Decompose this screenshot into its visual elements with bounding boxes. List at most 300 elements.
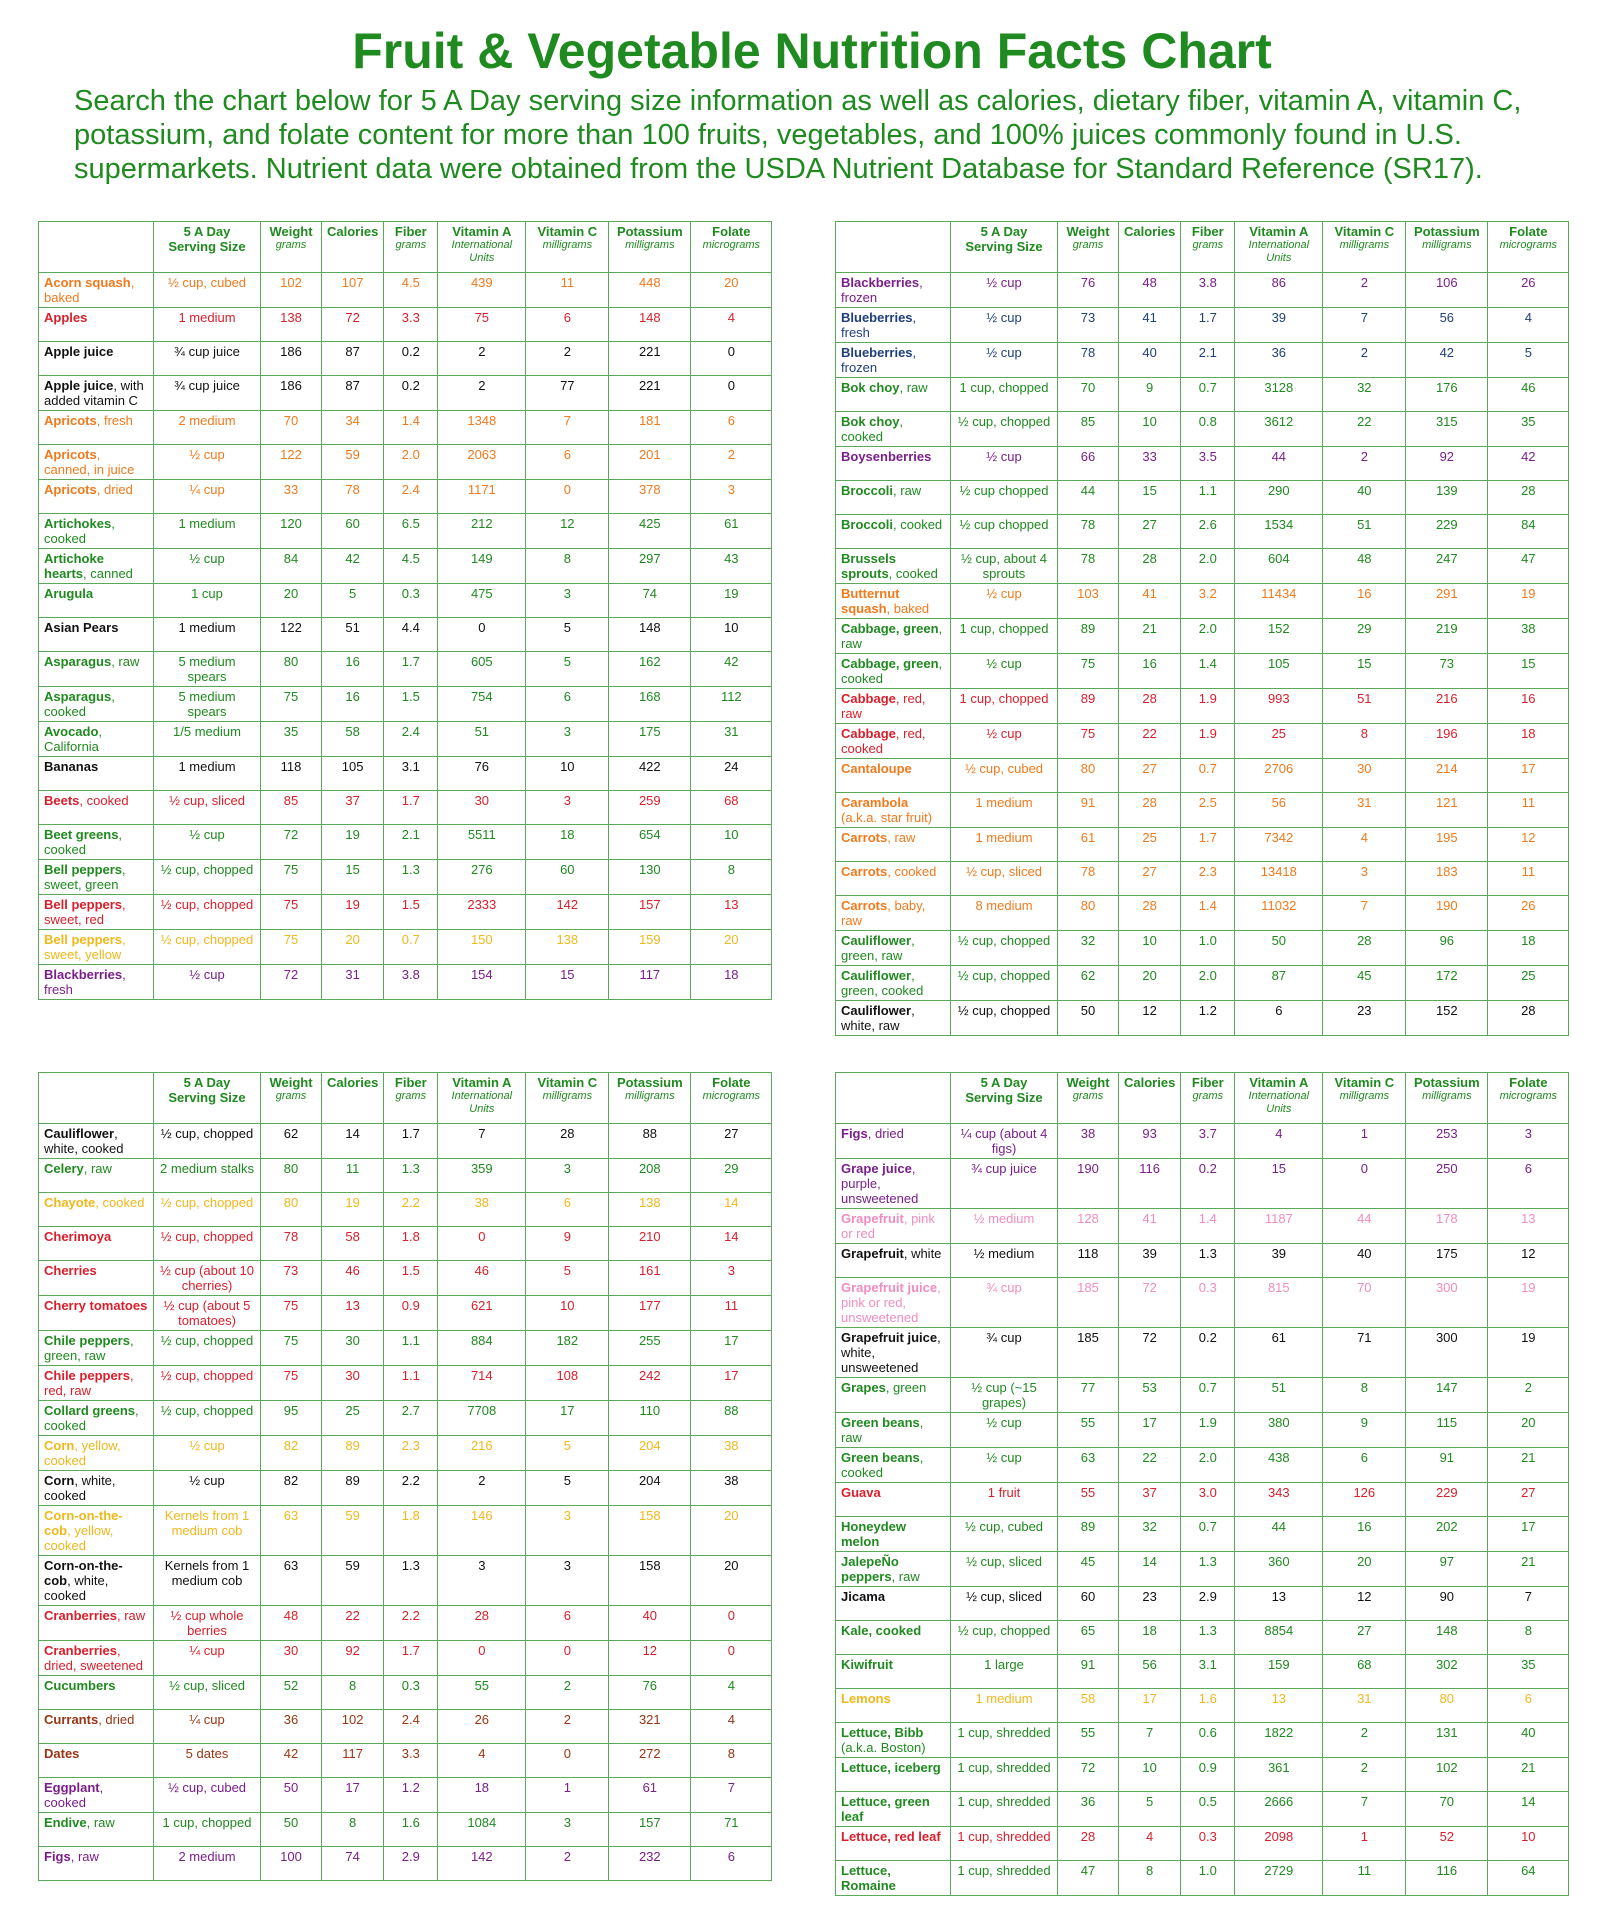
table-row (39, 860, 772, 895)
calories-cell: 25 (322, 1401, 384, 1436)
calories-cell: 14 (322, 1124, 384, 1159)
header-unit: grams (275, 239, 307, 251)
produce-name-bold: Kale, cooked (841, 1623, 922, 1638)
serving-size-cell: 1 medium (951, 1689, 1058, 1723)
fiber-cell: 0.6 (1181, 1723, 1235, 1758)
fiber-cell: 0.9 (384, 1296, 438, 1331)
weight-cell: 85 (1058, 412, 1119, 447)
folate-cell: 28 (1488, 481, 1569, 515)
header-vitamin-c (1323, 222, 1406, 273)
fiber-cell: 0.8 (1181, 412, 1235, 447)
potassium-cell: 73 (1406, 654, 1488, 689)
calories-cell: 105 (322, 757, 384, 791)
produce-name (836, 1159, 951, 1209)
vitamin-c-cell: 3 (526, 1159, 609, 1193)
folate-cell: 20 (691, 273, 772, 308)
weight-cell: 78 (1058, 515, 1119, 549)
potassium-cell: 300 (1406, 1328, 1488, 1378)
calories-cell: 72 (322, 308, 384, 342)
weight-cell: 89 (1058, 689, 1119, 724)
vitamin-c-cell: 4 (1323, 828, 1406, 862)
produce-name-detail: , white, cooked (44, 1573, 109, 1603)
produce-name (836, 1209, 951, 1244)
header-unit: International Units (1248, 1090, 1310, 1115)
header-unit: grams (1192, 239, 1224, 251)
serving-size-cell: ½ cup (154, 445, 261, 480)
serving-size-cell: ½ cup (154, 549, 261, 584)
serving-size-cell: ½ cup, chopped (154, 930, 261, 965)
vitamin-a-cell: 152 (1235, 619, 1323, 654)
folate-cell: 24 (691, 757, 772, 791)
calories-cell: 59 (322, 1506, 384, 1556)
vitamin-a-cell: 2333 (438, 895, 526, 930)
produce-name-bold: Bell peppers (44, 932, 123, 947)
table-row (39, 757, 772, 791)
vitamin-c-cell: 7 (1323, 896, 1406, 931)
produce-name-bold: Cabbage (841, 726, 896, 741)
folate-cell: 15 (1488, 654, 1569, 689)
folate-cell: 46 (1488, 378, 1569, 412)
weight-cell: 89 (1058, 1517, 1119, 1552)
serving-size-cell: Kernels from 1 medium cob (154, 1506, 261, 1556)
produce-name-bold: Cucumbers (44, 1678, 116, 1693)
serving-size-cell: ½ cup (951, 343, 1058, 378)
potassium-cell: 157 (609, 1813, 691, 1847)
vitamin-c-cell: 31 (1323, 1689, 1406, 1723)
produce-name-bold: Dates (44, 1746, 80, 1761)
folate-cell: 3 (691, 480, 772, 514)
table-row (39, 549, 772, 584)
produce-name (39, 1606, 154, 1641)
serving-size-cell: ½ cup, sliced (951, 862, 1058, 896)
weight-cell: 75 (261, 1331, 322, 1366)
vitamin-c-cell: 3 (1323, 862, 1406, 896)
produce-name-bold: Cauliflower (841, 933, 912, 948)
folate-cell: 0 (691, 1641, 772, 1676)
folate-cell: 38 (691, 1436, 772, 1471)
produce-name-bold: Artichoke hearts (44, 551, 104, 581)
serving-size-cell: ¾ cup (951, 1278, 1058, 1328)
produce-name (39, 411, 154, 445)
produce-name (836, 689, 951, 724)
produce-name-bold: Lettuce, Romaine (841, 1863, 896, 1893)
produce-name-detail: , raw (86, 1815, 115, 1830)
produce-name-bold: Figs (841, 1126, 868, 1141)
potassium-cell: 97 (1406, 1552, 1488, 1587)
vitamin-c-cell: 2 (1323, 1758, 1406, 1792)
produce-name (39, 1641, 154, 1676)
calories-cell: 19 (322, 895, 384, 930)
vitamin-a-cell: 276 (438, 860, 526, 895)
potassium-cell: 92 (1406, 447, 1488, 481)
header-label: 5 A Day Serving Size (965, 1075, 1043, 1105)
potassium-cell: 321 (609, 1710, 691, 1744)
potassium-cell: 232 (609, 1847, 691, 1881)
calories-cell: 37 (1119, 1483, 1181, 1517)
fiber-cell: 1.8 (384, 1506, 438, 1556)
produce-name-detail: , cooked (79, 793, 129, 808)
calories-cell: 34 (322, 411, 384, 445)
potassium-cell: 229 (1406, 1483, 1488, 1517)
table-row (836, 1827, 1569, 1861)
vitamin-a-cell: 7342 (1235, 828, 1323, 862)
produce-name (836, 862, 951, 896)
weight-cell: 138 (261, 308, 322, 342)
produce-name-bold: Grapes (841, 1380, 886, 1395)
vitamin-c-cell: 2 (526, 1847, 609, 1881)
serving-size-cell: ½ cup (951, 1448, 1058, 1483)
serving-size-cell: ½ cup, chopped (154, 1331, 261, 1366)
calories-cell: 53 (1119, 1378, 1181, 1413)
fiber-cell: 2.4 (384, 1710, 438, 1744)
produce-name-detail: , cooked (841, 656, 943, 686)
calories-cell: 27 (1119, 515, 1181, 549)
vitamin-c-cell: 44 (1323, 1209, 1406, 1244)
potassium-cell: 131 (1406, 1723, 1488, 1758)
produce-name-bold: Corn-on-the-cob (44, 1508, 123, 1538)
table-row (39, 1296, 772, 1331)
fiber-cell: 0.9 (1181, 1758, 1235, 1792)
folate-cell: 7 (1488, 1587, 1569, 1621)
produce-name-bold: Apples (44, 310, 88, 325)
calories-cell: 5 (1119, 1792, 1181, 1827)
vitamin-c-cell: 8 (526, 549, 609, 584)
potassium-cell: 148 (1406, 1621, 1488, 1655)
serving-size-cell: ½ cup (154, 1471, 261, 1506)
calories-cell: 48 (1119, 273, 1181, 308)
header-label: Calories (327, 1075, 379, 1090)
serving-size-cell: 1 cup, chopped (951, 378, 1058, 412)
weight-cell: 62 (261, 1124, 322, 1159)
calories-cell: 41 (1119, 1209, 1181, 1244)
produce-name-detail: , baked (886, 601, 930, 616)
folate-cell: 10 (1488, 1827, 1569, 1861)
serving-size-cell: 1 medium (154, 308, 261, 342)
vitamin-c-cell: 9 (1323, 1413, 1406, 1448)
table-row (836, 931, 1569, 966)
fiber-cell: 0.7 (1181, 1378, 1235, 1413)
serving-size-cell: 5 medium spears (154, 687, 261, 722)
fiber-cell: 2.4 (384, 722, 438, 757)
fiber-cell: 1.3 (384, 1556, 438, 1606)
calories-cell: 37 (322, 791, 384, 825)
table-row (39, 1193, 772, 1227)
potassium-cell: 181 (609, 411, 691, 445)
vitamin-c-cell: 2 (1323, 273, 1406, 308)
fiber-cell: 2.2 (384, 1471, 438, 1506)
vitamin-a-cell: 815 (1235, 1278, 1323, 1328)
vitamin-a-cell: 380 (1235, 1413, 1323, 1448)
produce-name-bold: Kiwifruit (841, 1657, 893, 1672)
produce-name-detail: , cooked (841, 414, 904, 444)
fiber-cell: 0.7 (1181, 759, 1235, 793)
vitamin-a-cell: 212 (438, 514, 526, 549)
vitamin-a-cell: 25 (1235, 724, 1323, 759)
folate-cell: 14 (1488, 1792, 1569, 1827)
header-unit: micrograms (702, 239, 761, 251)
produce-name-detail: , frozen (841, 275, 923, 305)
folate-cell: 16 (1488, 689, 1569, 724)
header-unit: milligrams (1422, 1090, 1472, 1102)
produce-name-bold: Chayote (44, 1195, 96, 1210)
calories-cell: 23 (1119, 1587, 1181, 1621)
potassium-cell: 247 (1406, 549, 1488, 584)
produce-name (836, 1278, 951, 1328)
calories-cell: 16 (322, 687, 384, 722)
produce-name-detail: , cooked (893, 517, 943, 532)
potassium-cell: 175 (1406, 1244, 1488, 1278)
vitamin-c-cell: 6 (526, 308, 609, 342)
fiber-cell: 3.7 (1181, 1124, 1235, 1159)
header-unit: grams (275, 1090, 307, 1102)
fiber-cell: 1.7 (384, 652, 438, 687)
produce-name (836, 549, 951, 584)
vitamin-a-cell: 2729 (1235, 1861, 1323, 1896)
produce-name (39, 1261, 154, 1296)
calories-cell: 10 (1119, 931, 1181, 966)
weight-cell: 75 (261, 895, 322, 930)
vitamin-a-cell: 46 (438, 1261, 526, 1296)
produce-name (39, 652, 154, 687)
potassium-cell: 216 (1406, 689, 1488, 724)
fiber-cell: 3.2 (1181, 584, 1235, 619)
table-body (39, 1124, 772, 1881)
fiber-cell: 2.1 (1181, 343, 1235, 378)
serving-size-cell: ½ cup (951, 724, 1058, 759)
fiber-cell: 3.1 (1181, 1655, 1235, 1689)
serving-size-cell: ½ cup, chopped (154, 1193, 261, 1227)
vitamin-a-cell: 11434 (1235, 584, 1323, 619)
vitamin-a-cell: 0 (438, 1641, 526, 1676)
fiber-cell: 1.4 (1181, 1209, 1235, 1244)
weight-cell: 100 (261, 1847, 322, 1881)
folate-cell: 19 (1488, 584, 1569, 619)
produce-name-bold: Lettuce, Bibb (841, 1725, 924, 1740)
produce-name-detail: , white, cooked (44, 1126, 124, 1156)
table-row (836, 896, 1569, 931)
folate-cell: 14 (691, 1193, 772, 1227)
fiber-cell: 4.4 (384, 618, 438, 652)
vitamin-c-cell: 15 (1323, 654, 1406, 689)
produce-name (836, 724, 951, 759)
serving-size-cell: ¼ cup (154, 1710, 261, 1744)
calories-cell: 21 (1119, 619, 1181, 654)
produce-name-bold: Bok choy (841, 414, 900, 429)
potassium-cell: 115 (1406, 1413, 1488, 1448)
weight-cell: 42 (261, 1744, 322, 1778)
produce-name-bold: Celery (44, 1161, 84, 1176)
produce-name-bold: Carrots (841, 864, 888, 879)
vitamin-a-cell: 50 (1235, 931, 1323, 966)
produce-name-detail: , red, cooked (841, 726, 926, 756)
vitamin-a-cell: 360 (1235, 1552, 1323, 1587)
table-row (836, 654, 1569, 689)
fiber-cell: 3.8 (1181, 273, 1235, 308)
vitamin-c-cell: 5 (526, 1436, 609, 1471)
fiber-cell: 0.7 (1181, 378, 1235, 412)
header-label: Vitamin C (1334, 224, 1395, 239)
produce-name-detail: , fresh (96, 413, 133, 428)
vitamin-a-cell: 39 (1235, 1244, 1323, 1278)
header-label: Potassium (616, 224, 683, 239)
produce-name-bold: Butternut squash (841, 586, 900, 616)
vitamin-c-cell: 31 (1323, 793, 1406, 828)
weight-cell: 80 (261, 1193, 322, 1227)
vitamin-a-cell: 38 (438, 1193, 526, 1227)
fiber-cell: 1.1 (384, 1366, 438, 1401)
calories-cell: 15 (322, 860, 384, 895)
table-row (836, 966, 1569, 1001)
calories-cell: 14 (1119, 1552, 1181, 1587)
header-unit: International Units (1248, 239, 1310, 264)
produce-name-detail: , raw (899, 380, 928, 395)
calories-cell: 39 (1119, 1244, 1181, 1278)
produce-name-bold: Cabbage, green (841, 621, 939, 636)
produce-name-detail: , yellow, cooked (44, 1523, 114, 1553)
serving-size-cell: ½ cup, sliced (951, 1587, 1058, 1621)
calories-cell: 41 (1119, 308, 1181, 343)
weight-cell: 89 (1058, 619, 1119, 654)
produce-name (836, 308, 951, 343)
table-row (836, 1413, 1569, 1448)
folate-cell: 38 (1488, 619, 1569, 654)
folate-cell: 25 (1488, 966, 1569, 1001)
folate-cell: 17 (1488, 1517, 1569, 1552)
produce-name (39, 1556, 154, 1606)
calories-cell: 17 (1119, 1689, 1181, 1723)
produce-name-detail: , cooked (44, 689, 115, 719)
produce-name-detail: , dried, sweetened (44, 1643, 144, 1673)
produce-name-detail: , raw (111, 654, 140, 669)
serving-size-cell: ½ cup, cubed (154, 273, 261, 308)
potassium-cell: 90 (1406, 1587, 1488, 1621)
weight-cell: 120 (261, 514, 322, 549)
folate-cell: 64 (1488, 1861, 1569, 1896)
serving-size-cell: 1/5 medium (154, 722, 261, 757)
header-label: 5 A Day Serving Size (168, 1075, 246, 1105)
table-row (39, 1641, 772, 1676)
vitamin-c-cell: 5 (526, 1261, 609, 1296)
table-row (39, 1778, 772, 1813)
fiber-cell: 4.5 (384, 549, 438, 584)
vitamin-a-cell: 87 (1235, 966, 1323, 1001)
weight-cell: 77 (1058, 1378, 1119, 1413)
produce-name (836, 619, 951, 654)
table-body (836, 1124, 1569, 1896)
folate-cell: 6 (1488, 1159, 1569, 1209)
produce-name-detail: , sweet, green (44, 862, 126, 892)
produce-name (836, 1124, 951, 1159)
table-row (836, 1861, 1569, 1896)
weight-cell: 55 (1058, 1723, 1119, 1758)
calories-cell: 58 (322, 1227, 384, 1261)
produce-name-bold: Artichokes (44, 516, 112, 531)
header-potassium (609, 222, 691, 273)
header-weight (261, 222, 322, 273)
fiber-cell: 3.1 (384, 757, 438, 791)
calories-cell: 56 (1119, 1655, 1181, 1689)
produce-name (39, 480, 154, 514)
produce-name-bold: Collard greens (44, 1403, 136, 1418)
produce-name-bold: Cabbage (841, 691, 896, 706)
vitamin-c-cell: 18 (526, 825, 609, 860)
calories-cell: 87 (322, 376, 384, 411)
serving-size-cell: ½ cup (about 5 tomatoes) (154, 1296, 261, 1331)
produce-name-bold: Cantaloupe (841, 761, 912, 776)
vitamin-a-cell: 290 (1235, 481, 1323, 515)
vitamin-a-cell: 993 (1235, 689, 1323, 724)
produce-name-bold: Asparagus (44, 654, 112, 669)
folate-cell: 42 (1488, 447, 1569, 481)
header-unit: grams (1072, 1090, 1104, 1102)
vitamin-c-cell: 45 (1323, 966, 1406, 1001)
fiber-cell: 2.2 (384, 1606, 438, 1641)
produce-name (39, 757, 154, 791)
folate-cell: 17 (691, 1331, 772, 1366)
produce-name-bold: Cauliflower (841, 968, 912, 983)
header-label: Vitamin C (1334, 1075, 1395, 1090)
vitamin-a-cell: 3 (438, 1556, 526, 1606)
potassium-cell: 201 (609, 445, 691, 480)
produce-name-detail: , cooked (44, 1780, 104, 1810)
header-folate (1488, 222, 1569, 273)
produce-name (39, 1366, 154, 1401)
header-unit: milligrams (1339, 239, 1390, 251)
calories-cell: 59 (322, 445, 384, 480)
table-row (836, 343, 1569, 378)
folate-cell: 38 (691, 1471, 772, 1506)
vitamin-c-cell: 20 (1323, 1552, 1406, 1587)
vitamin-a-cell: 61 (1235, 1328, 1323, 1378)
produce-name-bold: Jicama (841, 1589, 886, 1604)
produce-name-bold: Blueberries (841, 310, 913, 325)
fiber-cell: 1.9 (1181, 689, 1235, 724)
vitamin-c-cell: 1 (1323, 1827, 1406, 1861)
vitamin-a-cell: 39 (1235, 308, 1323, 343)
serving-size-cell: ¾ cup juice (154, 376, 261, 411)
fiber-cell: 2.4 (384, 480, 438, 514)
vitamin-c-cell: 77 (526, 376, 609, 411)
calories-cell: 51 (322, 618, 384, 652)
potassium-cell: 116 (1406, 1861, 1488, 1896)
vitamin-a-cell: 475 (438, 584, 526, 618)
weight-cell: 33 (261, 480, 322, 514)
calories-cell: 74 (322, 1847, 384, 1881)
folate-cell: 21 (1488, 1552, 1569, 1587)
weight-cell: 103 (1058, 584, 1119, 619)
produce-name-bold: Avocado (44, 724, 99, 739)
header-unit: grams (1072, 239, 1104, 251)
fiber-cell: 2.2 (384, 1193, 438, 1227)
weight-cell: 36 (1058, 1792, 1119, 1827)
produce-name-bold: Bananas (44, 759, 99, 774)
serving-size-cell: ½ medium (951, 1209, 1058, 1244)
calories-cell: 15 (1119, 481, 1181, 515)
weight-cell: 52 (261, 1676, 322, 1710)
header-weight (1058, 222, 1119, 273)
potassium-cell: 204 (609, 1471, 691, 1506)
folate-cell: 61 (691, 514, 772, 549)
weight-cell: 95 (261, 1401, 322, 1436)
serving-size-cell: 1 fruit (951, 1483, 1058, 1517)
header-vitamin-c (1323, 1073, 1406, 1124)
produce-name (836, 378, 951, 412)
produce-name-detail: , fresh (44, 967, 126, 997)
vitamin-a-cell: 1534 (1235, 515, 1323, 549)
vitamin-c-cell: 8 (1323, 1378, 1406, 1413)
calories-cell: 17 (322, 1778, 384, 1813)
vitamin-c-cell: 6 (1323, 1448, 1406, 1483)
